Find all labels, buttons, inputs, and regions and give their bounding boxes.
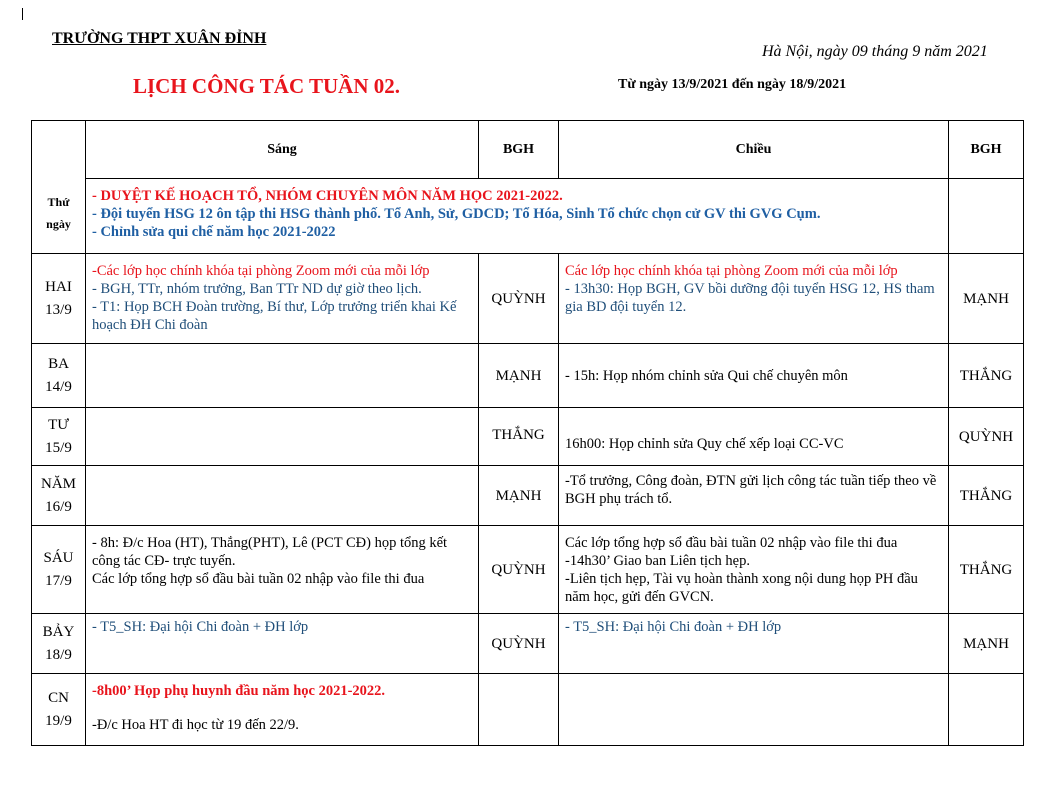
general-tasks: - DUYỆT KẾ HOẠCH TỔ, NHÓM CHUYÊN MÔN NĂM HỌC 2021-2022. - Đội tuyển HSG 12 ôn tập thi HSG thành phố. Tổ Anh, Sử, GDCD; Tổ Hóa, Sinh Tổ chức chọn cử GV thi GVG Cụm. - Chỉnh sửa qui chế năm học 2021-2022 (86, 179, 949, 254)
morning-cell (86, 344, 479, 408)
bgh-afternoon-header: BGH (949, 121, 1024, 179)
text-cursor (22, 8, 23, 20)
day-cell: BẢY 18/9 (32, 614, 86, 674)
bgh-morning-cell (479, 674, 559, 746)
afternoon-cell (559, 674, 949, 746)
table-row (32, 344, 1024, 408)
morning-cell: - T5_SH: Đại hội Chi đoàn + ĐH lớp (86, 614, 479, 674)
bgh-afternoon-cell: THẮNG (949, 344, 1024, 408)
afternoon-cell: - 15h: Họp nhóm chỉnh sửa Qui chế chuyên môn (559, 344, 949, 408)
afternoon-cell: -Tổ trưởng, Công đoàn, ĐTN gửi lịch công tác tuần tiếp theo về BGH phụ trách tổ. (559, 466, 949, 526)
afternoon-cell: Các lớp học chính khóa tại phòng Zoom mới của mỗi lớp - 13h30: Họp BGH, GV bồi dưỡng đội tuyển HSG 12, HS tham gia BD đội tuyển 12. (559, 254, 949, 344)
school-name: TRƯỜNG THPT XUÂN ĐỈNH (52, 30, 267, 47)
date-range: Từ ngày 13/9/2021 đến ngày 18/9/2021 (618, 77, 847, 92)
morning-cell: -8h00’ Họp phụ huynh đầu năm học 2021-2022. -Đ/c Hoa HT đi học từ 19 đến 22/9. (86, 674, 479, 746)
bgh-afternoon-cell (949, 674, 1024, 746)
bgh-morning-cell: MẠNH (479, 466, 559, 526)
dateline: Hà Nội, ngày 09 tháng 9 năm 2021 (762, 43, 988, 60)
morning-cell: - 8h: Đ/c Hoa (HT), Thắng(PHT), Lê (PCT CĐ) họp tổng kết công tác CĐ- trực tuyến. Các lớp tổng hợp sổ đầu bài tuần 02 nhập vào file thi đua (86, 526, 479, 614)
morning-cell (86, 466, 479, 526)
day-cell: SÁU 17/9 (32, 526, 86, 614)
bgh-morning-header: BGH (479, 121, 559, 179)
afternoon-cell: - T5_SH: Đại hội Chi đoàn + ĐH lớp (559, 614, 949, 674)
day-cell: TƯ 15/9 (32, 408, 86, 466)
day-header: Thứ ngày (32, 121, 86, 254)
schedule-table (31, 120, 1024, 746)
table-row (32, 408, 1024, 466)
morning-header: Sáng (86, 121, 479, 179)
bgh-afternoon-cell: QUỲNH (949, 408, 1024, 466)
afternoon-cell: 16h00: Họp chỉnh sửa Quy chế xếp loại CC-VC (559, 408, 949, 466)
day-cell: BA 14/9 (32, 344, 86, 408)
bgh-afternoon-cell: MẠNH (949, 614, 1024, 674)
bgh-morning-cell: MẠNH (479, 344, 559, 408)
bgh-morning-cell: THẮNG (479, 408, 559, 466)
table-row (32, 526, 1024, 614)
table-row (32, 254, 1024, 344)
page-title: LỊCH CÔNG TÁC TUẦN 02. (133, 74, 401, 98)
bgh-morning-cell: QUỲNH (479, 614, 559, 674)
afternoon-header: Chiều (559, 121, 949, 179)
day-cell: NĂM 16/9 (32, 466, 86, 526)
morning-cell (86, 408, 479, 466)
header-row (32, 121, 1024, 179)
bgh-morning-cell: QUỲNH (479, 526, 559, 614)
table-row (32, 466, 1024, 526)
bgh-morning-cell: QUỲNH (479, 254, 559, 344)
day-cell: HAI 13/9 (32, 254, 86, 344)
table-row (32, 614, 1024, 674)
bgh-afternoon-cell: THẮNG (949, 466, 1024, 526)
morning-cell: -Các lớp học chính khóa tại phòng Zoom mới của mỗi lớp - BGH, TTr, nhóm trưởng, Ban TTr ND dự giờ theo lịch. - T1: Họp BCH Đoàn trường, Bí thư, Lớp trưởng triển khai Kế hoạch ĐH Chi đoàn (86, 254, 479, 344)
table-row (32, 674, 1024, 746)
bgh-afternoon-cell: THẮNG (949, 526, 1024, 614)
afternoon-cell: Các lớp tổng hợp sổ đầu bài tuần 02 nhập vào file thi đua -14h30’ Giao ban Liên tịch hẹp. -Liên tịch hẹp, Tài vụ hoàn thành xong nội dung họp PH đầu năm học, gửi đến GVCN. (559, 526, 949, 614)
bgh-afternoon-cell: MẠNH (949, 254, 1024, 344)
day-cell: CN 19/9 (32, 674, 86, 746)
general-row (32, 179, 1024, 254)
